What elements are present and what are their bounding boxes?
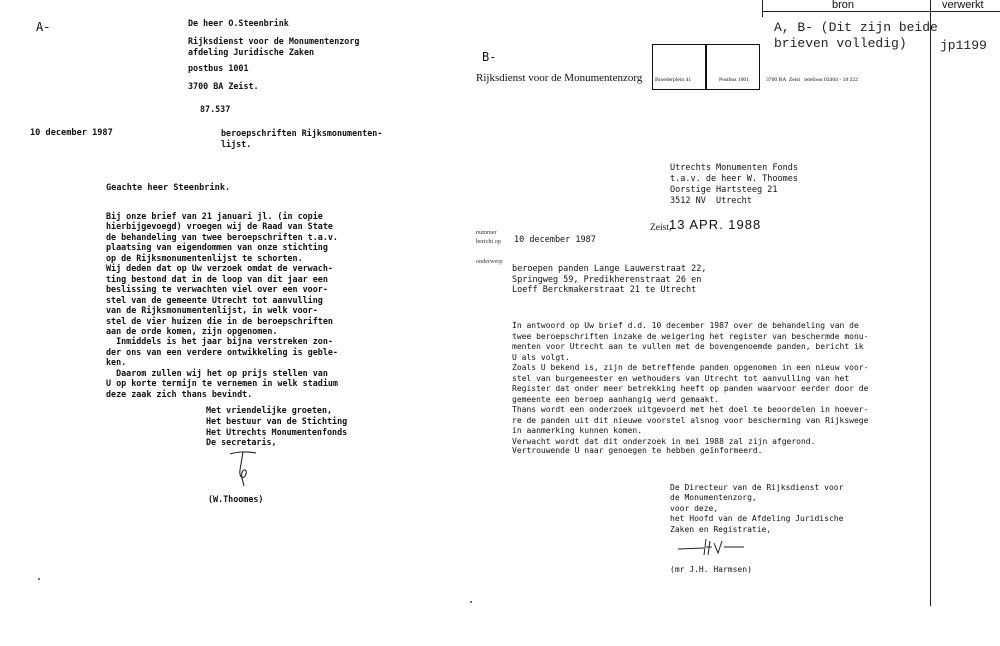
- body-line: ting bestond dat in de loop van dit jaar een: [106, 273, 328, 284]
- verwerkt-code: jp1199: [940, 38, 987, 53]
- body-line: stel de vier huizen die in de beroepschriften: [106, 315, 333, 326]
- body-line: hierbijgevoegd) vroegen wij de Raad van State: [106, 221, 333, 232]
- recipient-line: t.a.v. de heer W. Thoomes: [670, 174, 798, 184]
- subject-line: lijst.: [221, 139, 252, 149]
- body-line: der ons van een verdere ontwikkeling is geble-: [106, 346, 338, 357]
- body-line: Zoals U bekend is, zijn de betreffende panden opgenomen in een nieuw voor-: [512, 363, 869, 372]
- addressee-line: postbus 1001: [188, 62, 249, 73]
- agency-logo-left: [652, 44, 706, 90]
- bron-note-line2: brieven volledig): [774, 36, 907, 51]
- body-line: beslissing te verwachten viel over een voor-: [106, 284, 328, 295]
- label-nummer: nummer: [476, 229, 497, 236]
- letter-a-addressee: [188, 18, 359, 93]
- logo-address-2: Postbus 1001: [719, 77, 749, 83]
- place-label: Zeist,: [650, 223, 672, 233]
- letter-a-body: [106, 211, 338, 399]
- scan-speck: [38, 578, 40, 580]
- body-line: U op korte termijn te vernemen in welk stadium: [106, 378, 338, 389]
- letter-a-closing: [206, 405, 347, 448]
- body-line: van de Rijksmonumentenlijst, in welk voor-: [106, 305, 318, 316]
- archive-column-verwerkt: verwerkt: [942, 0, 984, 11]
- letter-a-signature-icon: [226, 448, 260, 488]
- closing-line: Met vriendelijke groeten,: [206, 405, 333, 415]
- closing-line: Het bestuur van de Stichting: [206, 415, 348, 426]
- addressee-line: afdeling Juridische Zaken: [188, 47, 315, 57]
- subject-line: beroepen panden Lange Lauwerstraat 22,: [512, 264, 707, 274]
- bron-note-line1: A, B- (Dit zijn beide: [774, 20, 938, 35]
- body-line: Register dat onder meer betrekking heeft op panden waarvoor eerder door de: [512, 384, 869, 393]
- letter-b-agency: Rijksdienst voor de Monumentenzorg: [476, 72, 643, 84]
- body-line: Verwacht wordt dat dit onderzoek in mei 1988 zal zijn afgerond.: [512, 436, 816, 446]
- letter-a-signer: (W.Thoomes): [208, 494, 264, 504]
- letter-b-closing-line: Vertrouwende U naar genoegen te hebben geïnformeerd.: [512, 446, 763, 455]
- body-line: U als volgt.: [512, 352, 570, 362]
- letter-a-reference: 87.537: [200, 104, 231, 114]
- body-line: aan de orde komen, zijn opgenomen.: [106, 325, 278, 336]
- body-line: re de panden uit dit nieuwe voorstel alsnog voor bescherming van Rijkswege: [512, 415, 869, 425]
- signature-line: het Hoofd van de Afdeling Juridische: [670, 514, 844, 524]
- recipient-line: Oorstige Hartsteeg 21: [670, 185, 778, 195]
- signature-line: Zaken en Registratie,: [670, 524, 772, 534]
- letter-a-salutation: Geachte heer Steenbrink.: [106, 183, 231, 193]
- body-line: op de Rijksmonumentenlijst te schorten.: [106, 252, 303, 263]
- archive-column-divider: [930, 0, 931, 606]
- letter-b-signature-block: [670, 483, 843, 535]
- body-line: In antwoord op Uw brief d.d. 10 december 1987 over de behandeling van de: [512, 321, 859, 330]
- letter-b-signer: (mr J.H. Harmsen): [670, 565, 752, 574]
- body-line: stel van burgemeester en wethouders van Utrecht tot aanvulling van het: [512, 373, 850, 383]
- body-line: stel van de gemeente Utrecht tot aanvulling: [106, 294, 323, 305]
- letter-b-signature-icon: [676, 535, 746, 559]
- archive-header-line: [762, 11, 1000, 12]
- label-onderwerp: onderwerp: [476, 258, 503, 265]
- addressee-line: Rijksdienst voor de Monumentenzorg: [188, 35, 360, 46]
- letter-b-subject: [512, 264, 706, 296]
- letter-b-body: [512, 321, 868, 447]
- signature-line: De Directeur van de Rijksdienst voor: [670, 483, 844, 492]
- agency-logo-right: [706, 44, 760, 90]
- archive-column-bron: bron: [832, 0, 855, 11]
- recipient-line: Utrechts Monumenten Fonds: [670, 163, 798, 173]
- label-bericht-op: bericht op: [476, 238, 501, 245]
- logo-address-1: Broederplein 41: [655, 77, 692, 83]
- body-line: menten voor Utrecht aan te vullen met de bovengenoemde panden, bericht ik: [512, 342, 864, 351]
- subject-line: Springweg 59, Predikherenstraat 26 en: [512, 274, 702, 285]
- received-date-stamp: 13 APR. 1988: [669, 217, 762, 232]
- letter-a-marker: A-: [36, 20, 51, 34]
- body-line: Bij onze brief van 21 januari jl. (in copie: [106, 211, 323, 221]
- body-line: de behandeling van twee beroepschriften t.a.v.: [106, 231, 338, 242]
- body-line: Daarom zullen wij het op prijs stellen van: [106, 367, 328, 378]
- letter-b-recipient: [670, 163, 798, 207]
- body-line: deze zaak zich thans bevindt.: [106, 388, 253, 399]
- letter-a-date: 10 december 1987: [30, 128, 113, 138]
- closing-line: Het Utrechts Monumentenfonds: [206, 426, 348, 437]
- closing-line: De secretaris,: [206, 437, 277, 448]
- archive-left-rule: [762, 0, 763, 17]
- body-line: in aanmerking kunnen komen.: [512, 426, 643, 435]
- letter-b-marker: B-: [482, 50, 497, 64]
- body-line: twee beroepschriften inzake de weigering het register van beschermde monu-: [512, 331, 869, 341]
- addressee-line: 3700 BA Zeist.: [188, 81, 259, 91]
- subject-line: beroepschriften Rijksmonumenten-: [221, 128, 383, 138]
- signature-line: voor deze,: [670, 503, 719, 513]
- subject-line: Loeff Berckmakerstraat 21 te Utrecht: [512, 285, 697, 296]
- body-line: Inmiddels is het jaar bijna verstreken zon-: [106, 336, 333, 347]
- body-line: plaatsing van eigendommen van onze stichting: [106, 242, 328, 253]
- bericht-op-value: 10 december 1987: [514, 235, 596, 245]
- addressee-line: De heer O.Steenbrink: [188, 18, 289, 28]
- body-line: gemeente een beroep aanhangig werd gemaakt.: [512, 394, 720, 404]
- scan-speck: [470, 601, 472, 603]
- recipient-line: 3512 NV Utrecht: [670, 196, 752, 206]
- letter-a-subject: [221, 128, 382, 150]
- signature-line: de Monumentenzorg,: [670, 493, 757, 503]
- body-line: Wij deden dat op Uw verzoek omdat de verwach-: [106, 263, 333, 274]
- body-line: Thans wordt een onderzoek uitgevoerd met het doel te beoordelen in hoever-: [512, 405, 869, 414]
- body-line: ken.: [106, 357, 127, 368]
- logo-city-phone: 3700 BA Zeist telefoon 03404 - 18 222: [766, 77, 858, 83]
